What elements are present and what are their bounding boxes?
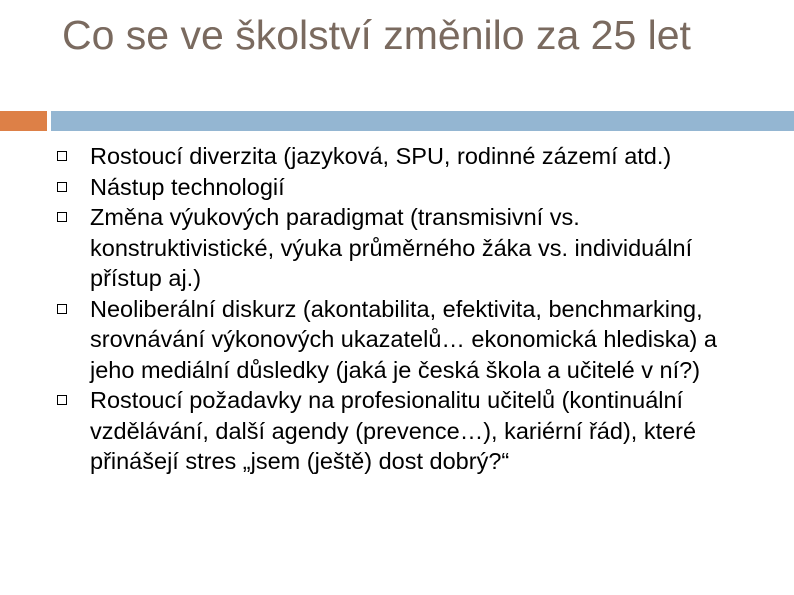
bullet-text: Změna výukových paradigmat (transmisivní vs. konstruktivistické, výuka průměrného žáka vs. individuální přístup aj.)	[90, 204, 693, 291]
bullet-text: Neoliberální diskurz (akontabilita, efektivita, benchmarking, srovnávání výkonových ukazatelů… ekonomická hlediska) a jeho mediální důsledky (jaká je česká škola a učitelé v ní?)	[90, 295, 717, 383]
hollow-square-bullet-icon	[57, 151, 67, 161]
hollow-square-bullet-icon	[57, 395, 67, 405]
bullet-item-paradigms	[54, 202, 764, 294]
bullet-item-technology	[54, 172, 764, 203]
bullet-text: Nástup technologií	[90, 173, 285, 200]
bullet-item-diversity	[54, 141, 764, 172]
hollow-square-bullet-icon	[57, 304, 67, 314]
accent-bar-blue	[51, 111, 794, 131]
bullet-text: Rostoucí diverzita (jazyková, SPU, rodinné zázemí atd.)	[90, 143, 672, 169]
bullet-text: Rostoucí požadavky na profesionalitu učitelů (kontinuální vzdělávání, další agendy (prevence…), kariérní řád), které přinášejí stres „jsem (ještě) dost dobrý?“	[90, 387, 697, 474]
slide-title: Co se ve školství změnilo za 25 let	[62, 12, 691, 58]
hollow-square-bullet-icon	[57, 212, 67, 222]
bullet-list	[54, 141, 764, 477]
bullet-item-neoliberal-discourse	[54, 294, 764, 386]
accent-bar-orange	[0, 111, 47, 131]
bullet-item-professionalism	[54, 385, 764, 477]
hollow-square-bullet-icon	[57, 182, 67, 192]
